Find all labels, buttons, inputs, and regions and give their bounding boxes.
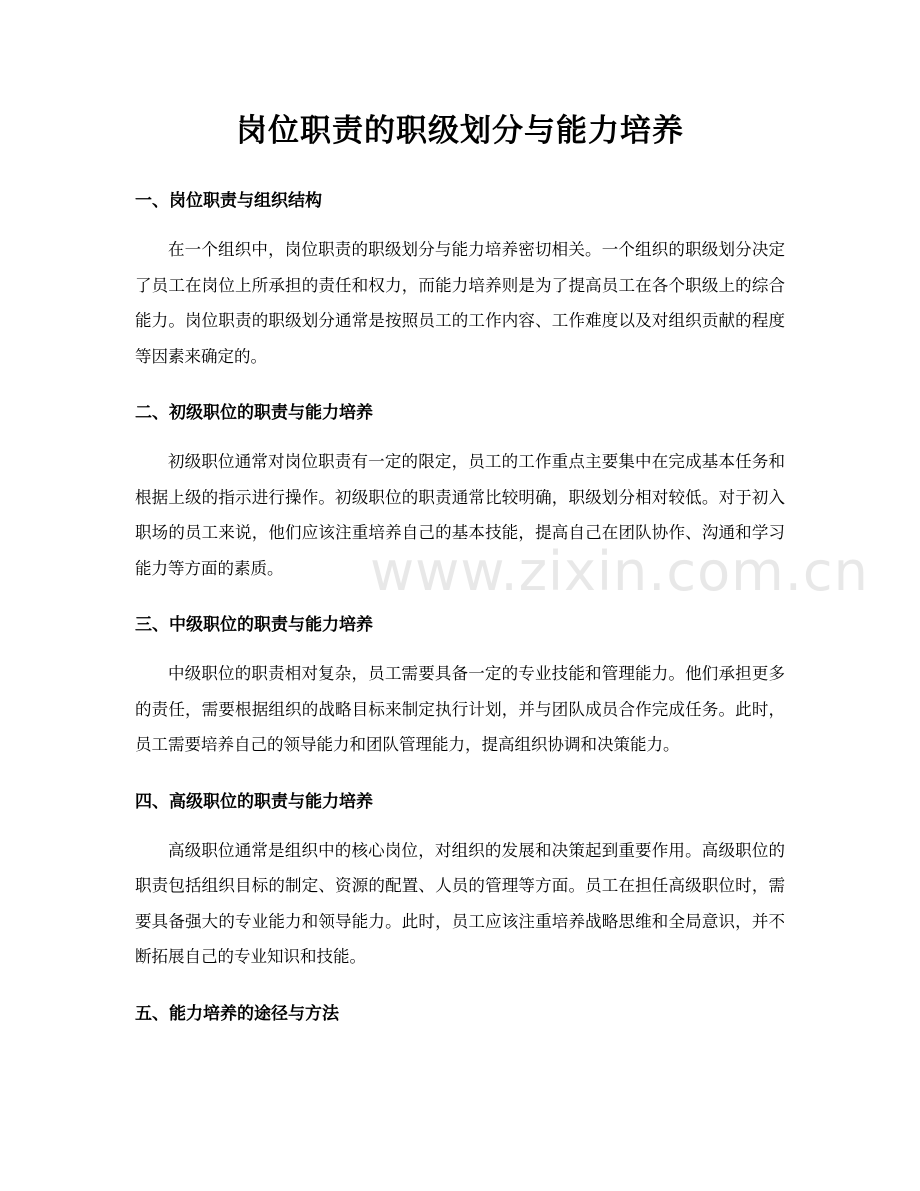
section-5 xyxy=(135,999,785,1029)
section-heading: 一、岗位职责与组织结构 xyxy=(135,191,322,211)
section-paragraph: 中级职位的职责相对复杂，员工需要具备一定的专业技能和管理能力。他们承担更多的责任，需要根据组织的战略目标来制定执行计划，并与团队成员合作完成任务。此时，员工需要培养自己的领导能力和团队管理能力，提高组织协调和决策能力。 xyxy=(135,664,785,754)
section-4 xyxy=(135,787,785,975)
page-title: 岗位职责的职级划分与能力培养 xyxy=(236,113,684,149)
section-heading: 四、高级职位的职责与能力培养 xyxy=(135,791,373,812)
section-3 xyxy=(135,610,785,763)
section-2 xyxy=(135,398,785,586)
section-heading: 五、能力培养的途径与方法 xyxy=(135,1003,339,1024)
document-body xyxy=(135,186,785,1045)
section-paragraph: 初级职位通常对岗位职责有一定的限定，员工的工作重点主要集中在完成基本任务和根据上级的指示进行操作。初级职位的职责通常比较明确，职级划分相对较低。对于初入职场的员工来说，他们应该注重培养自己的基本技能，提高自己在团队协作、沟通和学习能力等方面的素质。 xyxy=(135,452,785,578)
section-paragraph: 在一个组织中，岗位职责的职级划分与能力培养密切相关。一个组织的职级划分决定了员工在岗位上所承担的责任和权力，而能力培养则是为了提高员工在各个职级上的综合能力。岗位职责的职级划分通常是按照员工的工作内容、工作难度以及对组织贡献的程度等因素来确定的。 xyxy=(135,240,785,366)
watermark-text: www.zixin.com.cn xyxy=(370,540,869,603)
section-paragraph: 高级职位通常是组织中的核心岗位，对组织的发展和决策起到重要作用。高级职位的职责包括组织目标的制定、资源的配置、人员的管理等方面。员工在担任高级职位时，需要具备强大的专业能力和领导能力。此时，员工应该注重培养战略思维和全局意识，并不断拓展自己的专业知识和技能。 xyxy=(135,840,785,966)
section-1 xyxy=(135,186,785,374)
section-heading: 二、初级职位的职责与能力培养 xyxy=(135,403,373,423)
section-heading: 三、中级职位的职责与能力培养 xyxy=(135,615,373,635)
